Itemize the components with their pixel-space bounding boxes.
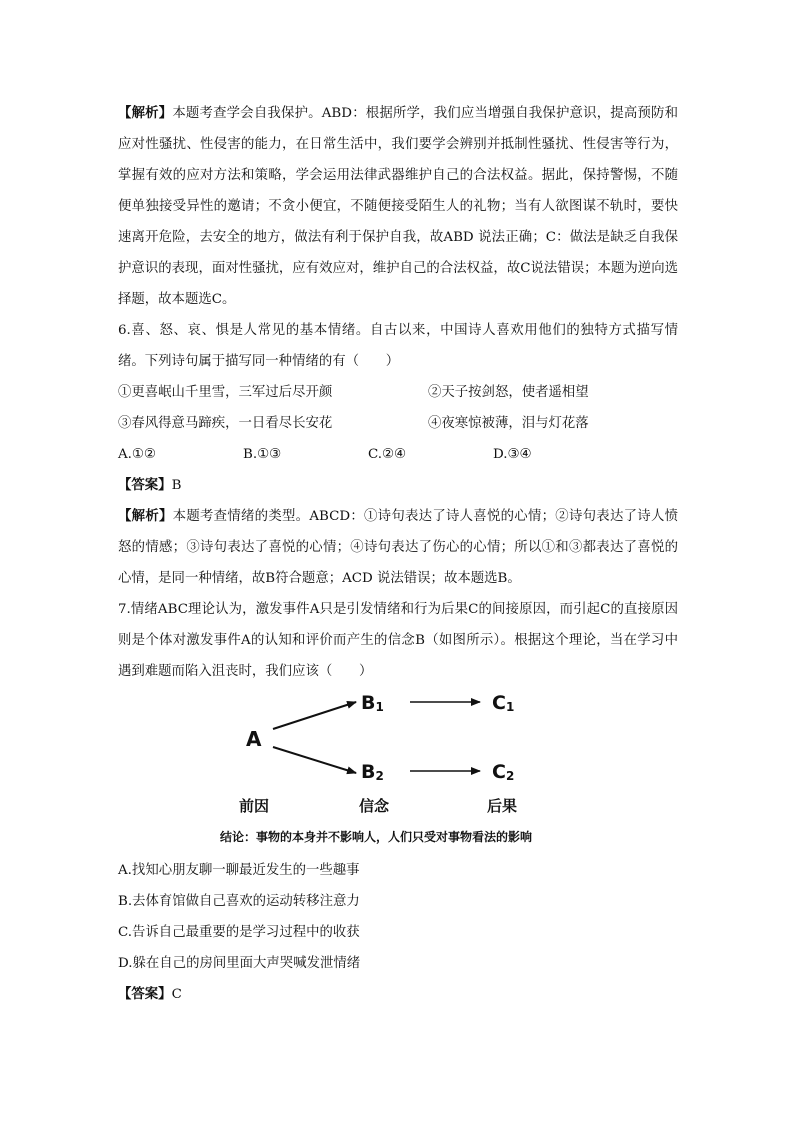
analysis-tag: 【解析】 [118, 508, 173, 524]
label-cause: 前因 [239, 797, 270, 815]
q6-poem-row-1 [118, 377, 678, 408]
poem-3: ③春风得意马蹄疾，一日看尽长安花 [118, 416, 333, 431]
document-content [118, 98, 678, 1010]
arrow-a-to-b1 [273, 702, 356, 729]
q6-options [118, 439, 678, 470]
q7-option-b: B.去体育馆做自己喜欢的运动转移注意力 [118, 894, 360, 909]
answer-tag: 【答案】 [118, 477, 172, 493]
analysis-text: 本题考查学会自我保护。ABD：根据所学，我们应当增强自我保护意识，提高预防和应对性骚扰、性侵害的能力，在日常生活中，我们要学会辨别并抵制性骚扰、性侵害等行为，掌握有效的应对方法和策略，学会运用法律武器维护自己的合法权益。据此，保持警惕，不随便单独接受异性的邀请；不贪小便宜，不随便接受陌生人的礼物；当有人欲图谋不轨时，要快速离开危险，去安全的地方，做法有利于保护自我，故ABD 说法正确；C：做法是缺乏自我保护意识的表现，面对性骚扰，应有效应对，维护自己的合法权益，故C说法错误；本题为逆向选择题，故本题选C。 [118, 106, 679, 307]
answer-value: B [171, 478, 182, 493]
label-result: 后果 [487, 797, 518, 815]
answer-tag: 【答案】 [118, 986, 172, 1002]
q7-option-a: A.找知心朋友聊一聊最近发生的一些趣事 [118, 863, 360, 878]
q6-stem: 6.喜、怒、哀、惧是人常见的基本情绪。自古以来，中国诗人喜欢用他们的独特方式描写情绪。下列诗句属于描写同一种情绪的有（ ） [118, 323, 678, 369]
label-belief: 信念 [359, 797, 390, 815]
answer-value: C [171, 987, 182, 1002]
node-a: A [246, 727, 262, 751]
abc-diagram-svg [118, 691, 678, 851]
poem-1: ①更喜岷山千里雪，三军过后尽开颜 [118, 385, 333, 400]
q7-stem: 7.情绪ABC理论认为，激发事件A只是引发情绪和行为后果C的间接原因，而引起C的直接原因则是个体对激发事件A的认知和评价而产生的信念B（如图所示）。根据这个理论，当在学习中遇到难题而陷入沮丧时，我们应该（ ） [118, 602, 678, 679]
q6-answer [118, 470, 678, 501]
diagram-conclusion: 结论：事物的本身并不影响人，人们只受对事物看法的影响 [220, 830, 533, 844]
q5-analysis [118, 98, 678, 315]
node-b1: B1 [361, 692, 384, 714]
q6-option-d: D.③④ [493, 447, 532, 462]
q6-poem-row-2 [118, 408, 678, 439]
node-c2: C2 [492, 761, 515, 783]
arrow-a-to-b2 [273, 747, 356, 773]
abc-theory-diagram [118, 691, 678, 851]
analysis-tag: 【解析】 [118, 105, 173, 121]
q6-option-c: C.②④ [368, 447, 407, 462]
q6-option-b: B.①③ [243, 447, 282, 462]
node-c1: C1 [492, 692, 515, 714]
q6-analysis [118, 501, 678, 594]
q7-option-c: C.告诉自己最重要的是学习过程中的收获 [118, 925, 360, 940]
q6-option-a: A.①② [118, 447, 156, 462]
q7-option-d: D.躲在自己的房间里面大声哭喊发泄情绪 [118, 956, 361, 971]
poem-2: ②天子按剑怒，使者遥相望 [428, 385, 589, 400]
node-b2: B2 [361, 761, 384, 783]
analysis-text: 本题考查情绪的类型。ABCD：①诗句表达了诗人喜悦的心情；②诗句表达了诗人愤怒的情感；③诗句表达了喜悦的心情；④诗句表达了伤心的心情；所以①和③都表达了喜悦的心情，是同一种情绪，故B符合题意；ACD 说法错误；故本题选B。 [118, 509, 679, 586]
poem-4: ④夜寒惊被薄，泪与灯花落 [428, 416, 589, 431]
q7-answer [118, 979, 678, 1010]
